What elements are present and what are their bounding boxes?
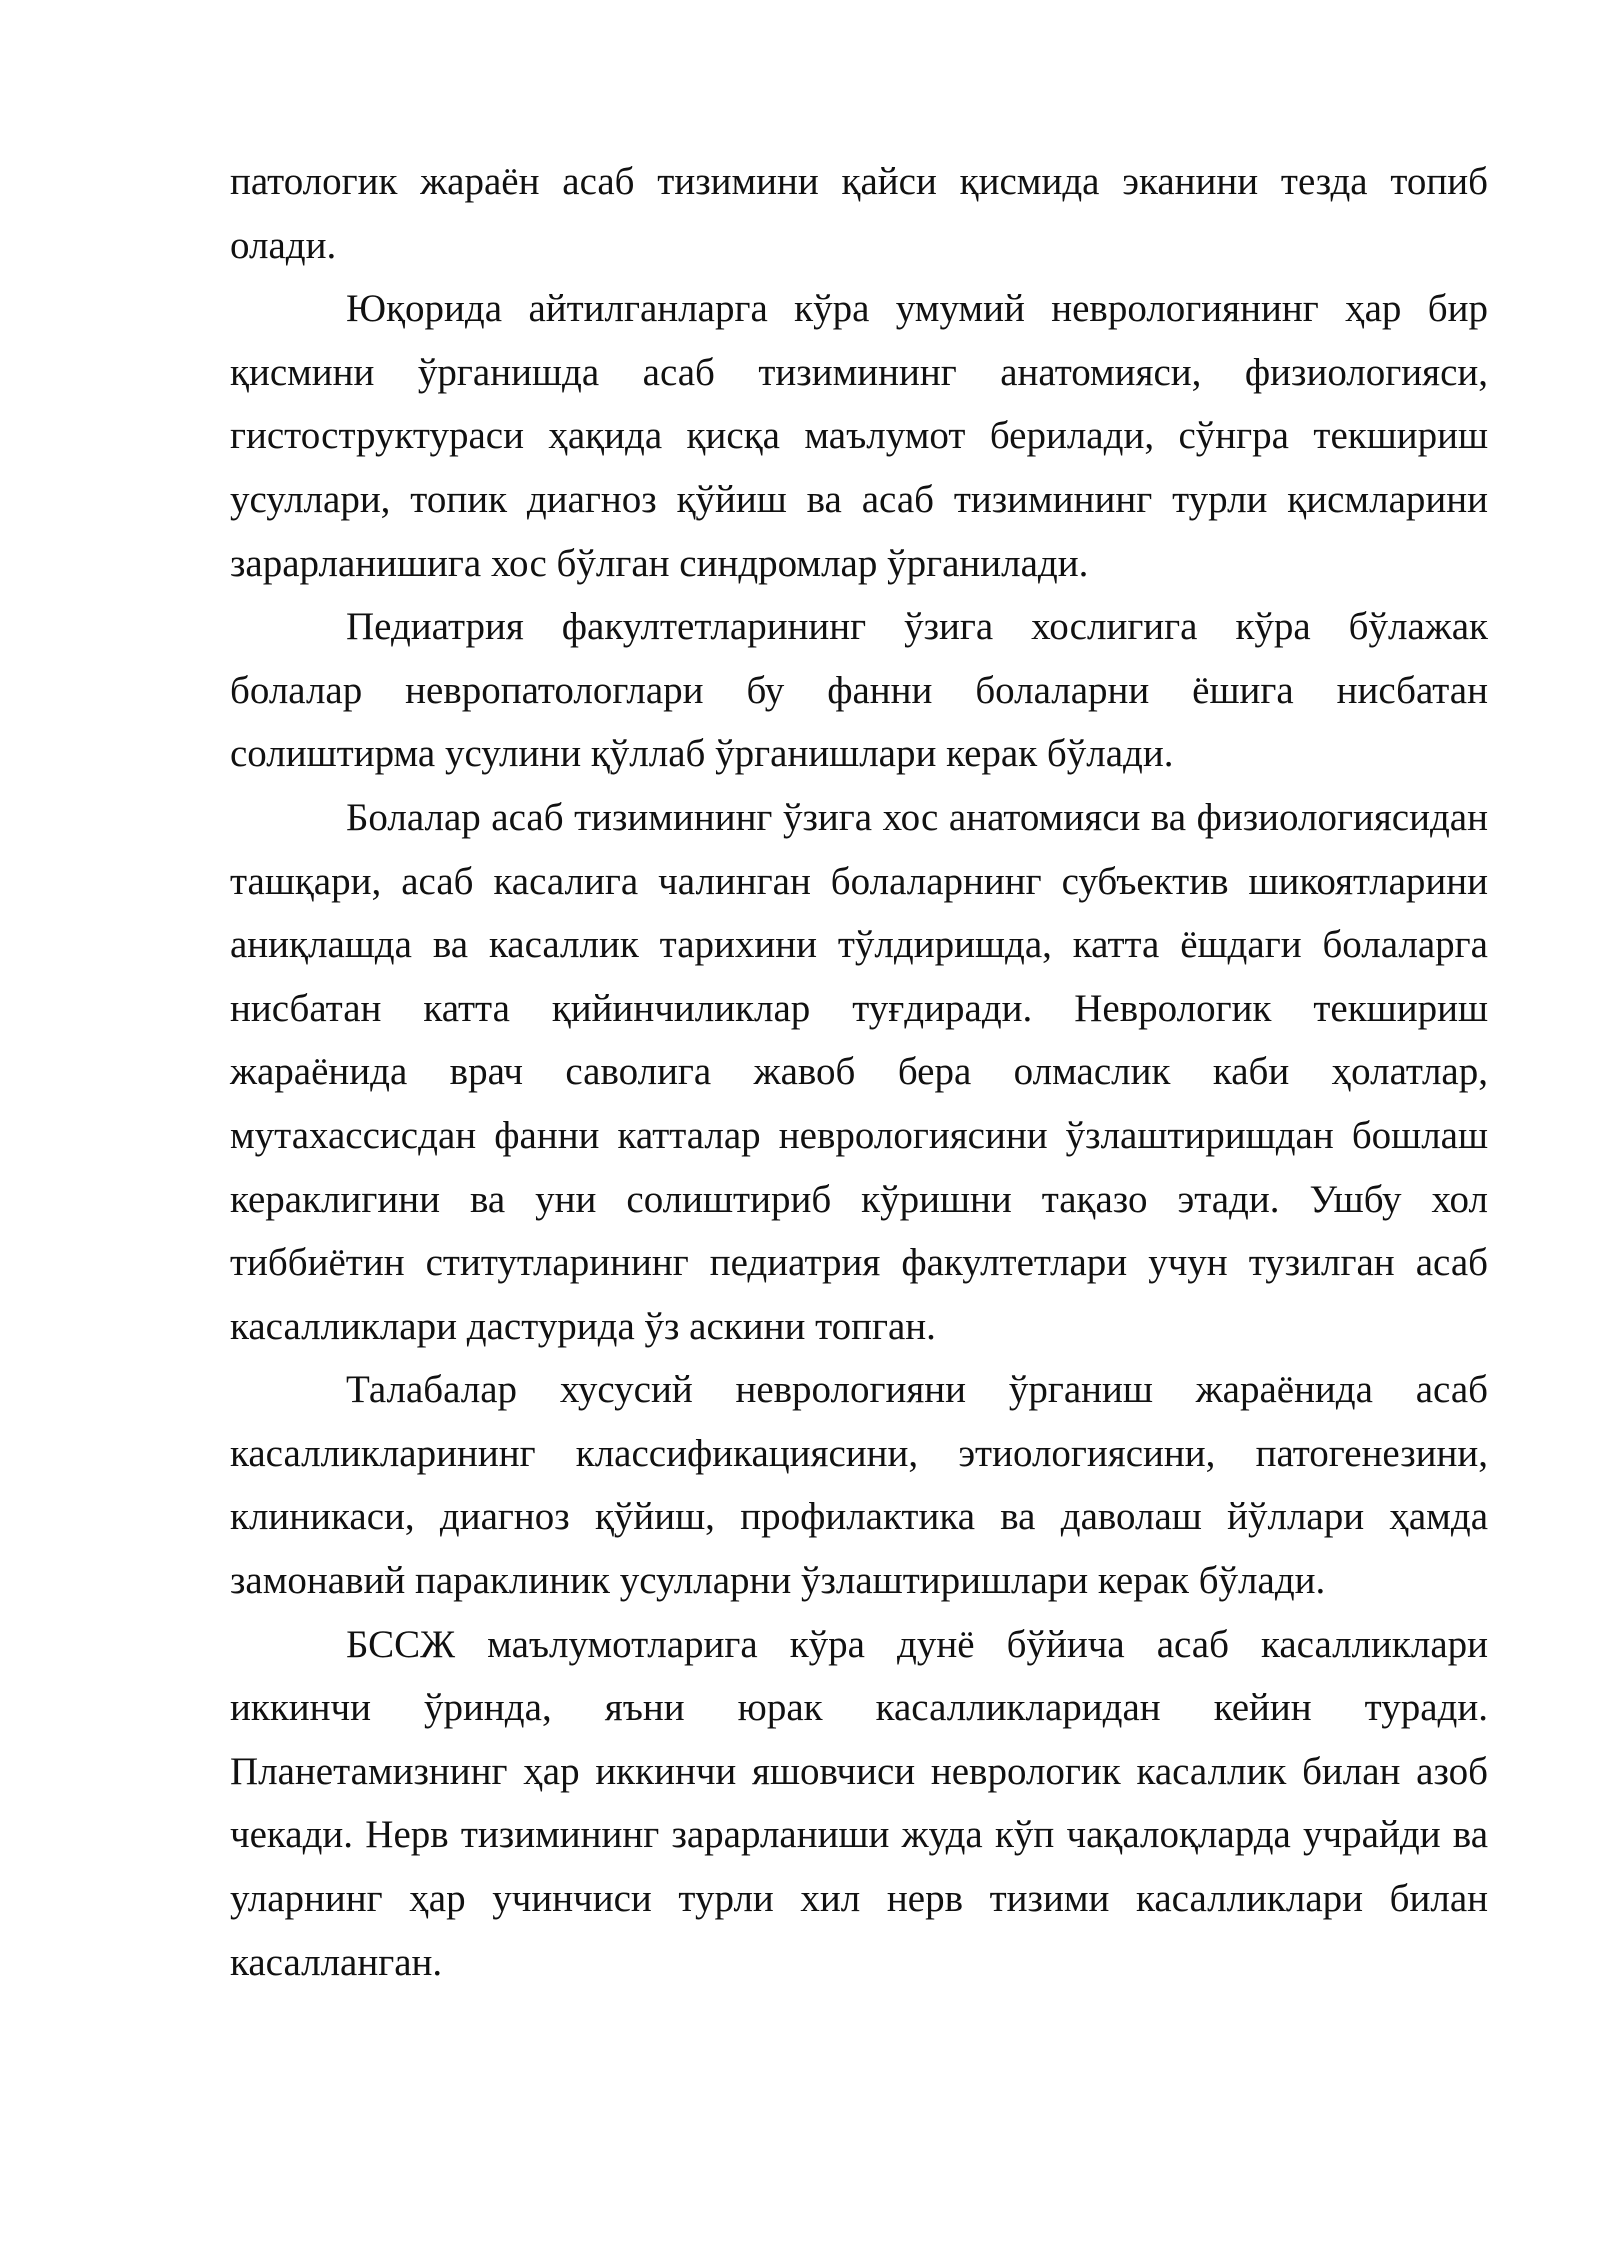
paragraph-1: патологик жараён асаб тизимини қайси қисмида эканини тезда топиб олади. — [230, 160, 1488, 267]
paragraph-4: Болалар асаб тизимининг ўзига хос анатомияси ва физиологиясидан ташқари, асаб касалига чалинган болаларнинг субъектив шикоятларини аниқлашда ва касаллик тарихини тўлдиришда, катта ёшдаги болаларга нисбатан катта қийинчиликлар туғдиради. Неврологик текшириш жараёнида врач саволига жавоб бера олмаслик каби ҳолатлар, мутахассисдан фанни катталар неврологиясини ўзлаштиришдан бошлаш кераклигини ва уни солиштириб кўришни тақазо этади. Ушбу хол тиббиётин ститутларининг педиатрия факултетлари учун тузилган асаб касалликлари дастурида ўз аскини топган. — [230, 795, 1488, 1348]
paragraph-2: Юқорида айтилганларга кўра умумий неврологиянинг ҳар бир қисмини ўрганишда асаб тизимининг анатомияси, физиологияси, гистоструктураси ҳақида қисқа маълумот берилади, сўнгра текшириш усуллари, топик диагноз қўйиш ва асаб тизимининг турли қисмларини зарарланишига хос бўлган синдромлар ўрганилади. — [230, 287, 1488, 585]
body-text — [230, 150, 1488, 1994]
paragraph-5: Талабалар хусусий неврологияни ўрганиш жараёнида асаб касалликларининг классификациясини, этиологиясини, патогенезини, клиникаси, диагноз қўйиш, профилактика ва даволаш йўллари ҳамда замонавий параклиник усулларни ўзлаштиришлари керак бўлади. — [230, 1368, 1488, 1603]
paragraph-6: БССЖ маълумотларига кўра дунё бўйича асаб касалликлари иккинчи ўринда, яъни юрак касалликларидан кейин туради. Планетамизнинг ҳар иккинчи яшовчиси неврологик касаллик билан азоб чекади. Нерв тизимининг зарарланиши жуда кўп чақалоқларда учрайди ва уларнинг ҳар учинчиси турли хил нерв тизими касалликлари билан касалланган. — [230, 1622, 1488, 1984]
paragraph-3: Педиатрия факултетларининг ўзига хослигига кўра бўлажак болалар невропатологлари бу фанни болаларни ёшига нисбатан солиштирма усулини қўллаб ўрганишлари керак бўлади. — [230, 605, 1488, 776]
